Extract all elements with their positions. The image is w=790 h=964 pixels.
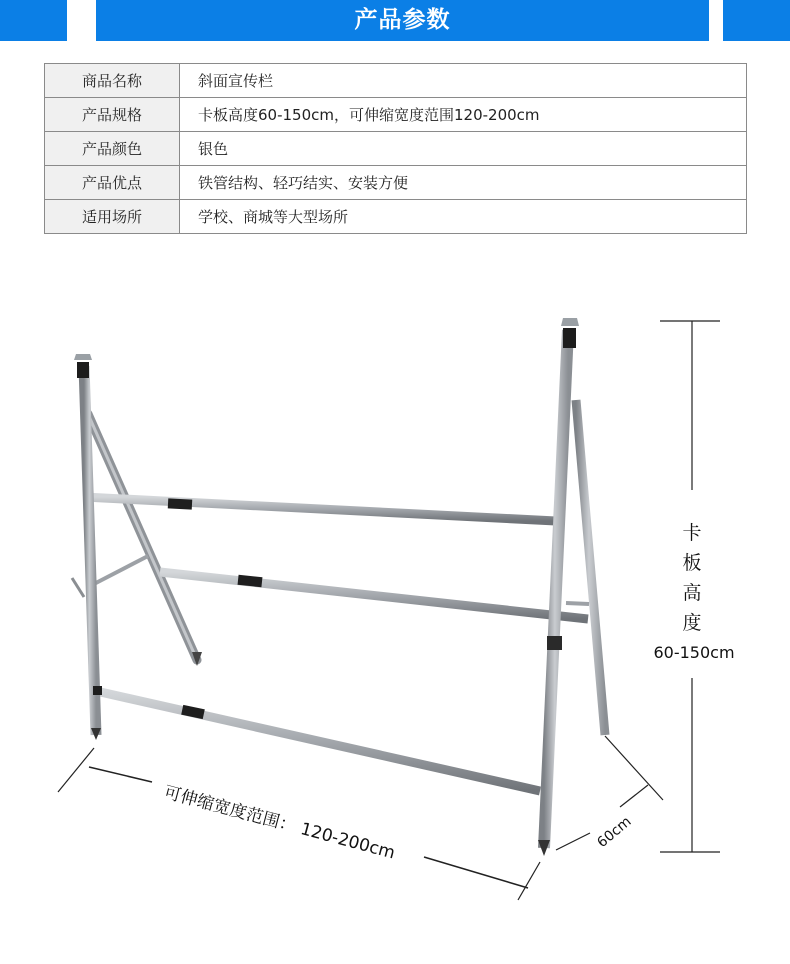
- spec-value: 铁管结构、轻巧结实、安装方便: [180, 166, 747, 200]
- height-label-char: 度: [682, 612, 702, 634]
- header-title: 产品参数: [354, 7, 451, 33]
- height-label-char: 板: [682, 552, 702, 574]
- crossbars: [84, 497, 588, 791]
- height-dimension: [653, 321, 734, 852]
- height-label-char: 高: [682, 582, 702, 604]
- spec-value: 斜面宣传栏: [180, 64, 747, 98]
- spec-value: 学校、商城等大型场所: [180, 200, 747, 234]
- spec-label: 产品颜色: [45, 132, 180, 166]
- height-label-char: 卡: [682, 522, 702, 544]
- width-label: 可伸缩宽度范围： 120-200cm: [161, 782, 398, 864]
- left-front-leg: [74, 354, 102, 740]
- spec-label: 产品优点: [45, 166, 180, 200]
- height-range-label: 60-150cm: [653, 643, 735, 662]
- depth-dimension: [556, 736, 663, 851]
- right-rear-leg: [566, 400, 605, 735]
- spec-value: 银色: [180, 132, 747, 166]
- spec-label: 产品规格: [45, 98, 180, 132]
- spec-label: 商品名称: [45, 64, 180, 98]
- depth-label: 60cm: [594, 813, 635, 852]
- spec-value: 卡板高度60-150cm，可伸缩宽度范围120-200cm: [180, 98, 747, 132]
- right-front-leg: [538, 318, 579, 856]
- spec-label: 适用场所: [45, 200, 180, 234]
